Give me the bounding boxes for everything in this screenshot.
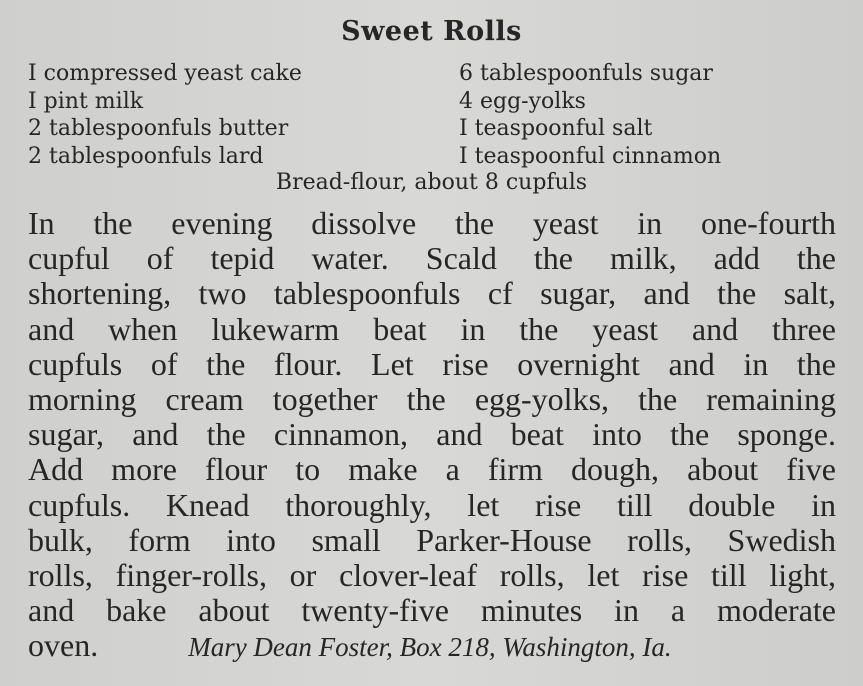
instructions <box>28 206 836 666</box>
instruction-line: cupful of tepid water. Scald the milk, add the <box>28 240 836 277</box>
ingredient: 2 tablespoonfuls lard <box>28 143 264 169</box>
instruction-last-line <box>28 628 836 665</box>
instruction-line: Add more flour to make a firm dough, about five <box>28 451 836 488</box>
instruction-line: In the evening dissolve the yeast in one-fourth <box>28 205 836 241</box>
instruction-line: bulk, form into small Parker-House rolls, Swedish <box>28 521 836 558</box>
ingredient: 2 tablespoonfuls butter <box>28 116 289 141</box>
instruction-line: cupfuls of the flour. Let rise overnight and in the <box>28 345 836 382</box>
ingredients-left <box>28 60 302 170</box>
ingredient: I teaspoonful cinnamon <box>459 143 722 169</box>
instruction-line: shortening, two tablespoonfuls cf sugar, and the salt, <box>28 275 836 312</box>
instruction-line: and bake about twenty-five minutes in a moderate <box>28 592 836 629</box>
ingredients-right <box>459 60 721 170</box>
instruction-line: and when lukewarm beat in the yeast and three <box>28 310 836 347</box>
instruction-line: sugar, and the cinnamon, and beat into the sponge. <box>28 416 836 453</box>
instruction-line: oven. <box>28 627 99 664</box>
ingredient: I compressed yeast cake <box>28 61 302 86</box>
recipe-title: Sweet Rolls <box>341 16 522 47</box>
instruction-line: rolls, finger-rolls, or clover-leaf rolls, let rise till light, <box>28 557 836 594</box>
flour-ingredient: Bread-flour, about 8 cupfuls <box>275 170 588 195</box>
instruction-line: morning cream together the egg-yolks, the remaining <box>28 381 836 418</box>
signature: Mary Dean Foster, Box 218, Washington, Ia. <box>188 632 672 663</box>
ingredient: I pint milk <box>28 88 144 114</box>
ingredient: 6 tablespoonfuls sugar <box>459 61 713 86</box>
ingredient: I teaspoonful salt <box>459 116 653 141</box>
ingredient: 4 egg-yolks <box>459 88 586 114</box>
instruction-line: cupfuls. Knead thoroughly, let rise till double in <box>28 486 836 523</box>
